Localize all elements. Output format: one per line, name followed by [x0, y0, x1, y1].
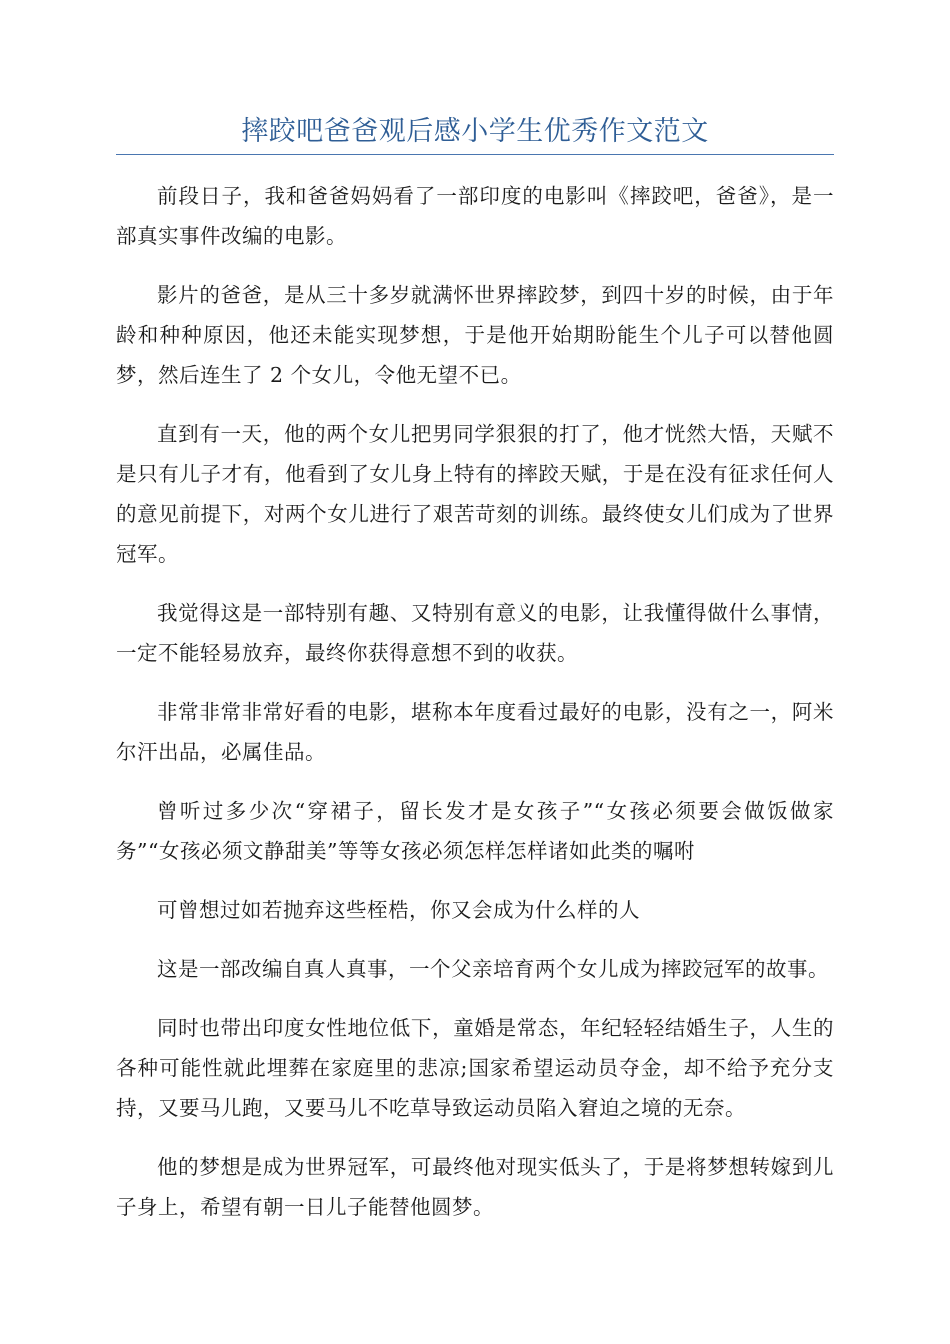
title-underline — [116, 154, 834, 155]
paragraph: 曾听过多少次“穿裙子，留长发才是女孩子”“女孩必须要会做饭做家务”“女孩必须文静甜美”等等女孩必须怎样怎样诸如此类的嘱咐 — [116, 799, 834, 863]
paragraph: 非常非常非常好看的电影，堪称本年度看过最好的电影，没有之一，阿米尔汗出品，必属佳品。 — [116, 700, 834, 764]
paragraph: 这是一部改编自真人真事，一个父亲培育两个女儿成为摔跤冠军的故事。 — [157, 957, 829, 981]
document-body — [116, 176, 834, 1246]
document-title: 摔跤吧爸爸观后感小学生优秀作文范文 — [241, 116, 709, 147]
paragraph: 他的梦想是成为世界冠军，可最终他对现实低头了，于是将梦想转嫁到儿子身上，希望有朝一日儿子能替他圆梦。 — [116, 1155, 834, 1219]
paragraph: 可曾想过如若抛弃这些桎梏，你又会成为什么样的人 — [157, 898, 640, 922]
paragraph: 直到有一天，他的两个女儿把男同学狠狠的打了，他才恍然大悟，天赋不是只有儿子才有，他看到了女儿身上特有的摔跤天赋，于是在没有征求任何人的意见前提下，对两个女儿进行了艰苦苛刻的训练。最终使女儿们成为了世界冠军。 — [116, 422, 834, 566]
paragraph: 前段日子，我和爸爸妈妈看了一部印度的电影叫《摔跤吧，爸爸》，是一部真实事件改编的电影。 — [116, 184, 834, 248]
paragraph: 我觉得这是一部特别有趣、又特别有意义的电影，让我懂得做什么事情，一定不能轻易放弃，最终你获得意想不到的收获。 — [116, 601, 834, 665]
paragraph: 同时也带出印度女性地位低下，童婚是常态，年纪轻轻结婚生子，人生的各种可能性就此埋葬在家庭里的悲凉;国家希望运动员夺金，却不给予充分支持，又要马儿跑，又要马儿不吃草导致运动员陷入窘迫之境的无奈。 — [116, 1016, 834, 1120]
paragraph: 影片的爸爸，是从三十多岁就满怀世界摔跤梦，到四十岁的时候，由于年龄和种种原因，他还未能实现梦想，于是他开始期盼能生个儿子可以替他圆梦，然后连生了 2 个女儿，令他无望不已。 — [116, 283, 834, 387]
